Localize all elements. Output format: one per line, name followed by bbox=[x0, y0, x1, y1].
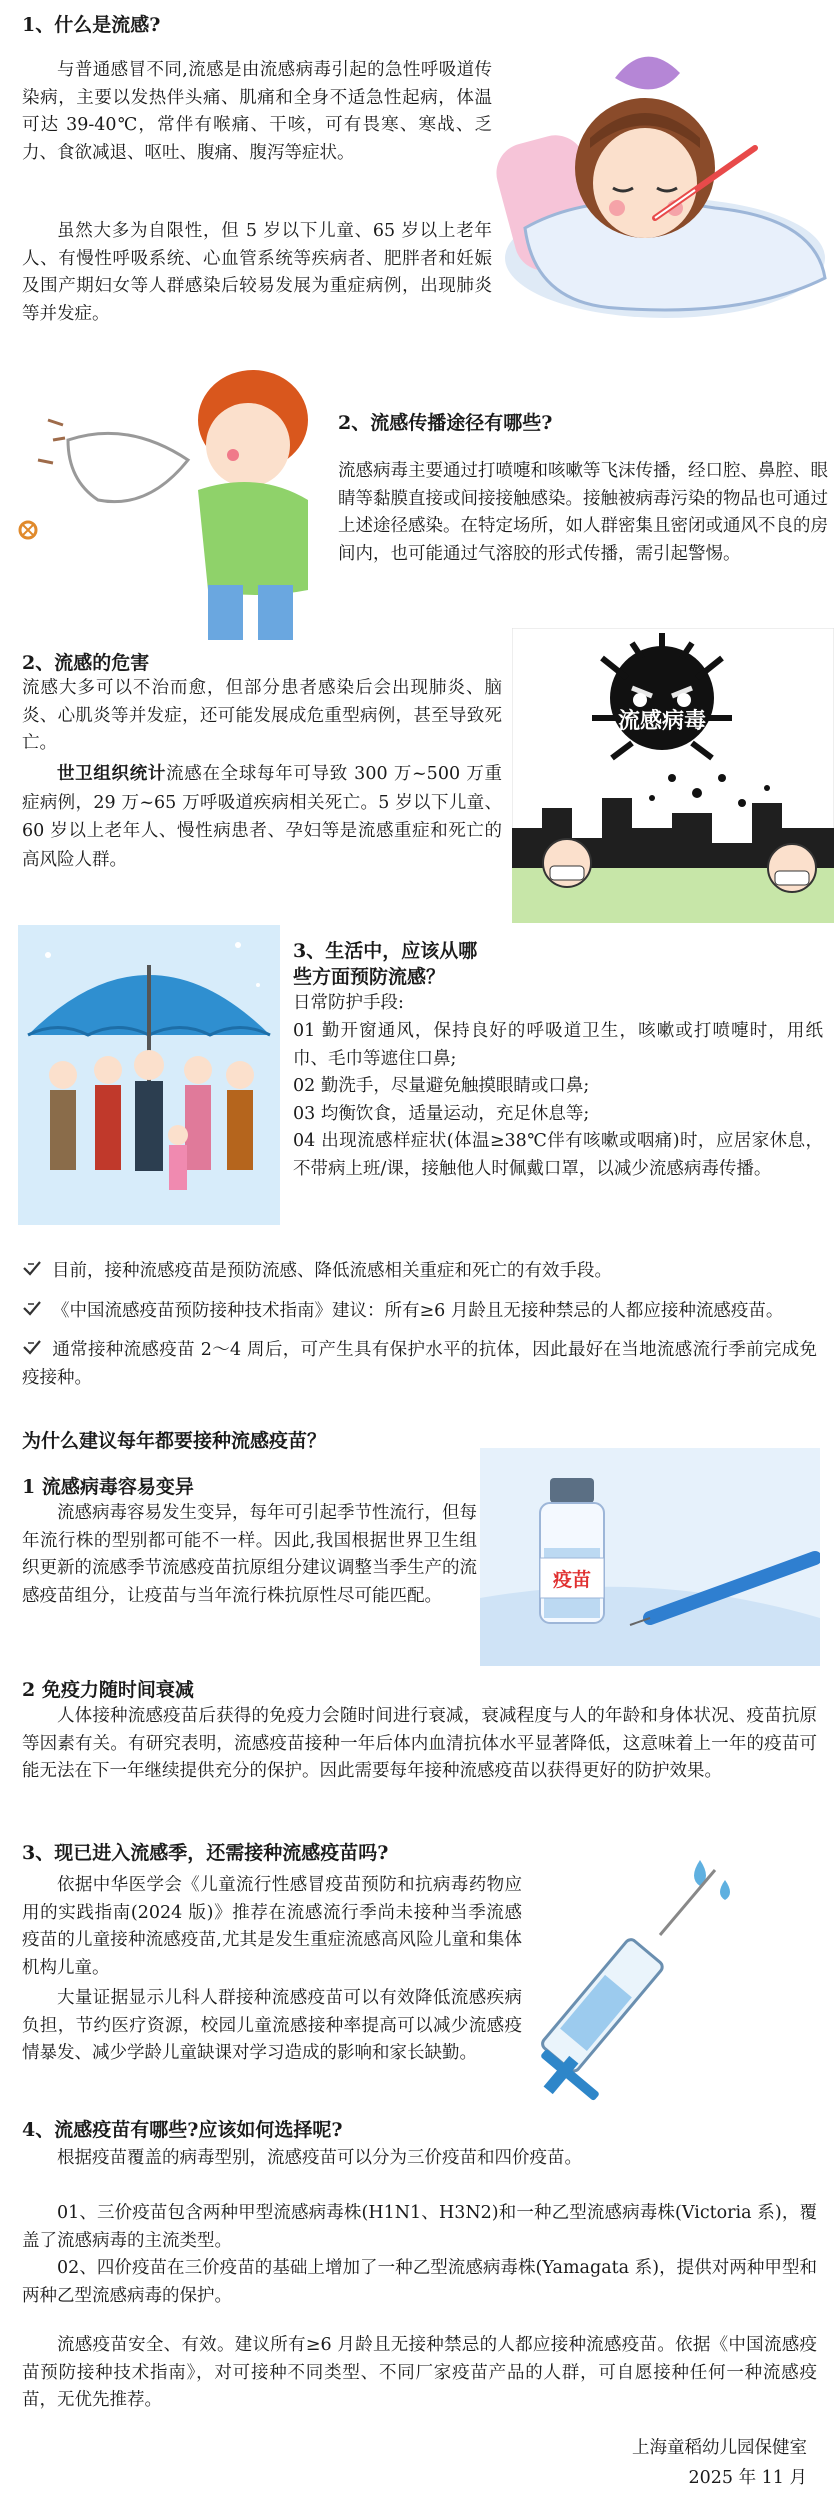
check-icon bbox=[22, 1298, 44, 1326]
section-prevention-title-line-2: 些方面预防流感？ bbox=[293, 966, 446, 988]
who-statistics-label: 世卫组织统计 bbox=[57, 764, 167, 784]
prevention-list bbox=[293, 1018, 823, 1183]
vaccine-label: 疫苗 bbox=[552, 1569, 592, 1591]
prevention-item-2: 02 勤洗手，尽量避免触摸眼睛或口鼻; bbox=[293, 1076, 590, 1096]
prevention-item-4: 04 出现流感样症状(体温≥38℃伴有咳嗽或咽痛)时，应居家休息，不带病上班/课，接触他人时佩戴口罩，以减少流感病毒传播。 bbox=[293, 1131, 823, 1179]
footer-organization: 上海童稻幼儿园保健室 bbox=[632, 2438, 807, 2458]
checklist-item bbox=[22, 1298, 817, 1326]
checklist-text: 通常接种流感疫苗 2～4 周后，可产生具有保护水平的抗体，因此最好在当地流感流行季前完成免疫接种。 bbox=[22, 1340, 817, 1388]
family-umbrella-illustration bbox=[18, 925, 280, 1225]
prevention-lead: 日常防护手段: bbox=[293, 993, 404, 1013]
section-transmission-title: 2、流感传播途径有哪些? bbox=[338, 412, 553, 434]
vaccine-vial-illustration bbox=[480, 1448, 820, 1666]
section-flu-season-paragraph-1: 依据中华医学会《儿童流行性感冒疫苗预防和抗病毒药物应用的实践指南(2024 版)》推荐在流感流行季尚未接种当季流感疫苗的儿童接种流感疫苗,尤其是发生重症流感高风险儿童和集体机构儿童。 bbox=[22, 1875, 522, 1978]
flu-virus-illustration bbox=[512, 628, 834, 923]
subsection-immunity-paragraph: 人体接种流感疫苗后获得的免疫力会随时间进行衰减，衰减程度与人的年龄和身体状况、疫苗抗原等因素有关。有研究表明，流感疫苗接种一年后体内血清抗体水平显著降低，这意味着上一年的疫苗可能无法在下一年继续提供充分的保护。因此需要每年接种流感疫苗以获得更好的防护效果。 bbox=[22, 1706, 817, 1781]
section-harm-title: 2、流感的危害 bbox=[22, 652, 150, 674]
section-prevention-title-line-1: 3、生活中，应该从哪 bbox=[293, 940, 478, 962]
prevention-item-1: 01 勤开窗通风，保持良好的呼吸道卫生，咳嗽或打喷嚏时，用纸巾、毛巾等遮住口鼻; bbox=[293, 1021, 823, 1069]
syringe-illustration bbox=[540, 1840, 750, 2120]
who-statistics-text: 流感在全球每年可导致 300 万~500 万重症病例，29 万~65 万呼吸道疾病相关死亡。5 岁以下儿童、60 岁以上老年人、慢性病患者、孕妇等是流感重症和死亡的高风险人群。 bbox=[22, 764, 503, 870]
subsection-mutation-title: 1 流感病毒容易变异 bbox=[22, 1476, 194, 1498]
section-vaccine-types-title: 4、流感疫苗有哪些?应该如何选择呢? bbox=[22, 2119, 343, 2141]
subsection-mutation-paragraph: 流感病毒容易发生变异，每年可引起季节性流行，但每年流行株的型别都可能不一样。因此,我国根据世界卫生组织更新的流感季节流感疫苗抗原组分建议调整当季生产的流感疫苗组分，让疫苗与当年流行株抗原性尽可能匹配。 bbox=[22, 1503, 477, 1606]
vaccine-checklist bbox=[22, 1258, 817, 1392]
section-vaccine-types-paragraph-3: 02、四价疫苗在三价疫苗的基础上增加了一种乙型流感病毒株(Yamagata 系)，提供对两种甲型和两种乙型流感病毒的保护。 bbox=[22, 2258, 817, 2306]
virus-label: 流感病毒 bbox=[617, 709, 707, 734]
section-flu-season-paragraph-2: 大量证据显示儿科人群接种流感疫苗可以有效降低流感疾病负担，节约医疗资源，校园儿童流感接种率提高可以减少流感疫情暴发、减少学龄儿童缺课对学习造成的影响和家长缺勤。 bbox=[22, 1988, 522, 2063]
section-what-is-flu-paragraph-2: 虽然大多为自限性，但 5 岁以下儿童、65 岁以上老年人、有慢性呼吸系统、心血管系统等疾病者、肥胖者和妊娠及围产期妇女等人群感染后较易发展为重症病例，出现肺炎等并发症。 bbox=[22, 221, 492, 324]
section-vaccine-types-paragraph-1: 根据疫苗覆盖的病毒型别，流感疫苗可以分为三价疫苗和四价疫苗。 bbox=[57, 2148, 582, 2168]
section-flu-season-title: 3、现已进入流感季，还需接种流感疫苗吗? bbox=[22, 1842, 389, 1864]
section-vaccine-types-paragraph-4: 流感疫苗安全、有效。建议所有≥6 月龄且无接种禁忌的人都应接种流感疫苗。依据《中国流感疫苗预防接种技术指南》，对可接种不同类型、不同厂家疫苗产品的人群，可自愿接种任何一种流感疫苗，无优先推荐。 bbox=[22, 2335, 817, 2410]
checklist-item bbox=[22, 1337, 817, 1392]
subsection-immunity-title: 2 免疫力随时间衰减 bbox=[22, 1679, 194, 1701]
section-vaccine-types-paragraph-2: 01、三价疫苗包含两种甲型流感病毒株(H1N1、H3N2)和一种乙型流感病毒株(Victoria 系)，覆盖了流感病毒的主流类型。 bbox=[22, 2203, 817, 2251]
footer-date: 2025 年 11 月 bbox=[688, 2468, 807, 2488]
checklist-text: 《中国流感疫苗预防接种技术指南》建议：所有≥6 月龄且无接种禁忌的人都应接种流感疫苗。 bbox=[52, 1300, 784, 1321]
section-what-is-flu-paragraph-1: 与普通感冒不同,流感是由流感病毒引起的急性呼吸道传染病，主要以发热伴头痛、肌痛和全身不适急性起病，体温可达 39-40℃，常伴有喉痛、干咳，可有畏寒、寒战、乏力、食欲减退、呕吐、腹痛、腹泻等症状。 bbox=[22, 60, 492, 163]
section-prevention-title bbox=[293, 938, 523, 990]
section-what-is-flu-title: 1、什么是流感? bbox=[22, 14, 161, 36]
prevention-item-3: 03 均衡饮食，适量运动，充足休息等; bbox=[293, 1103, 590, 1124]
section-harm-paragraph-1: 流感大多可以不治而愈，但部分患者感染后会出现肺炎、脑炎、心肌炎等并发症，还可能发展成危重型病例，甚至导致死亡。 bbox=[22, 678, 502, 753]
section-transmission-paragraph: 流感病毒主要通过打喷嚏和咳嗽等飞沫传播，经口腔、鼻腔、眼睛等黏膜直接或间接接触感染。接触被病毒污染的物品也可通过上述途径感染。在特定场所，如人群密集且密闭或通风不良的房间内，也可能通过气溶胶的形式传播，需引起警惕。 bbox=[338, 461, 828, 564]
check-icon bbox=[22, 1258, 44, 1286]
sneezing-boy-illustration bbox=[8, 350, 328, 650]
check-icon bbox=[22, 1337, 44, 1365]
checklist-text: 目前，接种流感疫苗是预防流感、降低流感相关重症和死亡的有效手段。 bbox=[52, 1261, 612, 1281]
checklist-item bbox=[22, 1258, 817, 1286]
section-why-annual-title: 为什么建议每年都要接种流感疫苗？ bbox=[22, 1430, 327, 1452]
sick-girl-illustration bbox=[495, 18, 830, 318]
section-harm-paragraph-2 bbox=[22, 760, 502, 874]
